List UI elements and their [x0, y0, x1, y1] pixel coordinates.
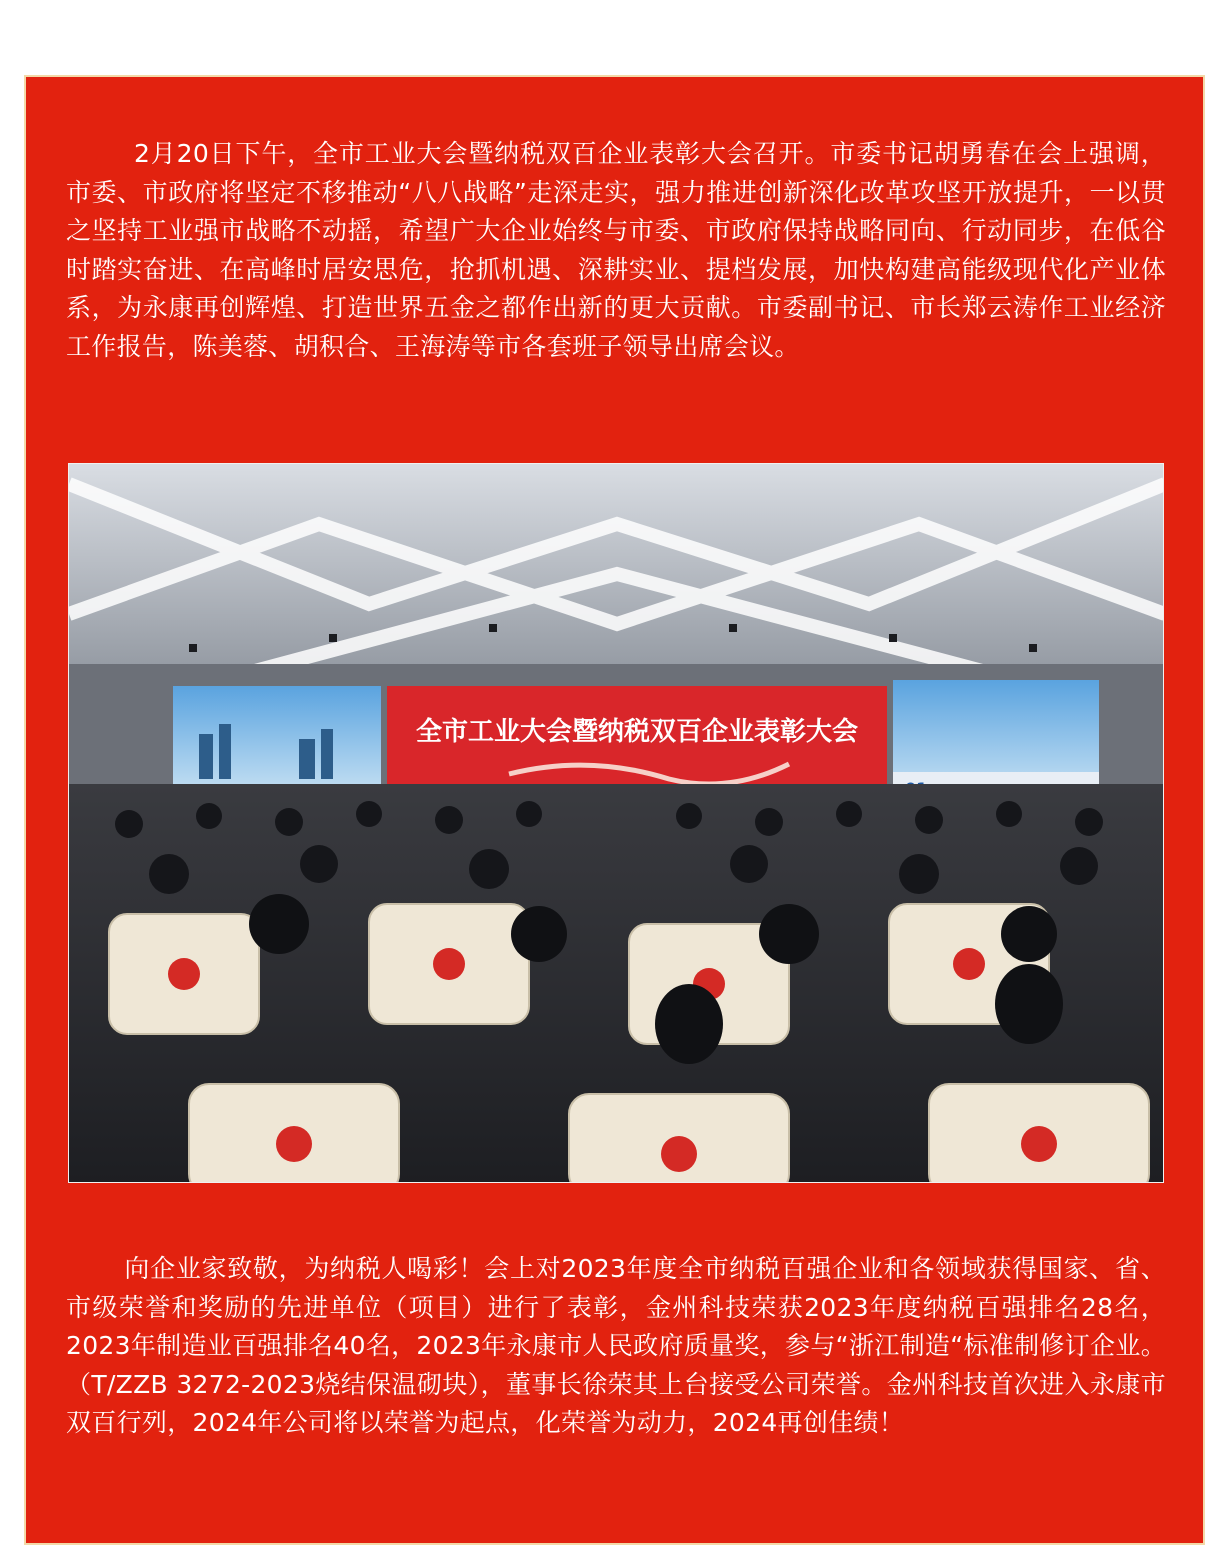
conference-photo — [68, 463, 1164, 1183]
paragraph-2-text: 向企业家致敬，为纳税人喝彩！会上对2023年度全市纳税百强企业和各领域获得国家、省、市级荣誉和奖励的先进单位（项目）进行了表彰，金州科技荣获2023年度纳税百强排名28名，2023年制造业百强排名40名，2023年永康市人民政府质量奖，参与“浙江制造“标准制修订企业。（T/ZZB 3272-2023烧结保温砌块），董事长徐荣其上台接受公司荣誉。金州科技首次进入永康市双百行列，2024年公司将以荣誉为起点，化荣誉为动力，2024再创佳绩！ — [66, 1254, 1166, 1438]
article-paragraph-1 — [66, 135, 1166, 367]
article-paragraph-2 — [66, 1250, 1166, 1443]
paragraph-1-text: 2月20日下午，全市工业大会暨纳税双百企业表彰大会召开。市委书记胡勇春在会上强调，市委、市政府将坚定不移推动“八八战略”走深走实，强力推进创新深化改革攻坚开放提升，一以贯之坚持工业强市战略不动摇，希望广大企业始终与市委、市政府保持战略同向、行动同步，在低谷时踏实奋进、在高峰时居安思危，抢抓机遇、深耕实业、提档发展，加快构建高能级现代化产业体系，为永康再创辉煌、打造世界五金之都作出新的更大贡献。市委副书记、市长郑云涛作工业经济工作报告，陈美蓉、胡积合、王海涛等市各套班子领导出席会议。 — [66, 139, 1166, 361]
stage-banner-text: 全市工业大会暨纳税双百企业表彰大会 — [415, 717, 859, 747]
article-panel — [24, 75, 1205, 1545]
